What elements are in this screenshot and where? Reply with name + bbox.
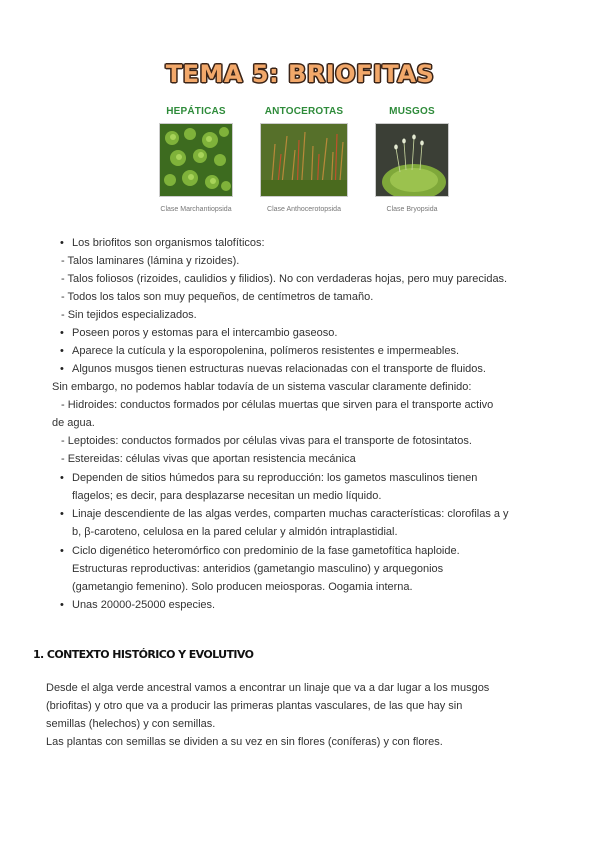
figure-label: ANTOCEROTAS [264, 106, 344, 117]
text-line: Estructuras reproductivas: anteridios (gametangio masculino) y arquegonios [72, 563, 444, 575]
moss-photo-icon [375, 123, 449, 197]
text-line: - Todos los talos son muy pequeños, de centímetros de tamaño. [61, 291, 374, 303]
bullet-line: • Unas 20000-25000 especies. [72, 596, 215, 614]
liverwort-photo-icon [159, 123, 233, 197]
paragraph-line: Las plantas con semillas se dividen a su vez en sin flores (coníferas) y con flores. [46, 736, 443, 748]
paragraph-line: semillas (helechos) y con semillas. [46, 718, 216, 730]
bullet-line: • Aparece la cutícula y la esporopolenina, polímeros resistentes e impermeables. [72, 342, 459, 360]
section-heading: 1. CONTEXTO HISTÓRICO Y EVOLUTIVO [33, 648, 254, 661]
text-line: flagelos; es decir, para desplazarse necesitan un medio líquido. [72, 490, 382, 502]
figure-musgos [362, 106, 462, 213]
bullet-line: • Dependen de sitios húmedos para su reproducción: los gametos masculinos tienen [72, 469, 477, 487]
text-line: (gametangio femenino). Solo producen meiosporas. Oogamia interna. [72, 581, 413, 593]
figure-hepaticas [146, 106, 246, 213]
text-line: - Estereidas: células vivas que aportan resistencia mecánica [61, 453, 356, 465]
text-line: de agua. [52, 417, 95, 429]
text-line: b, β-caroteno, celulosa en la pared celular y almidón intraplastidial. [72, 526, 398, 538]
bullet-line: • Ciclo digenético heteromórfico con predominio de la fase gametofítica haploide. [72, 542, 460, 560]
bullet-line: • Los briofitos son organismos talofíticos: [72, 234, 265, 252]
text-line: - Talos laminares (lámina y rizoides). [61, 255, 240, 267]
hornwort-photo-icon [260, 123, 348, 197]
paragraph-line: (briofitas) y otro que va a producir las primeras plantas vasculares, de las que hay sin [46, 700, 463, 712]
bullet-line: • Poseen poros y estomas para el intercambio gaseoso. [72, 324, 337, 342]
figure-label: HEPÁTICAS [166, 106, 226, 117]
text-line: - Hidroides: conductos formados por células muertas que sirven para el transporte activo [61, 399, 494, 411]
text-line: - Sin tejidos especializados. [61, 309, 197, 321]
bullet-line: • Linaje descendiente de las algas verdes, comparten muchas características: clorofilas a y [72, 505, 509, 523]
figure-label: MUSGOS [389, 106, 435, 117]
bullet-line: • Algunos musgos tienen estructuras nuevas relacionadas con el transporte de fluidos. [72, 360, 486, 378]
text-line: - Leptoides: conductos formados por células vivas para el transporte de fotosintatos. [61, 435, 472, 447]
paragraph-line: Desde el alga verde ancestral vamos a encontrar un linaje que va a dar lugar a los musgos [46, 682, 490, 694]
figure-antocerotas [254, 106, 354, 213]
page-title: TEMA 5: BRIOFITAS [165, 60, 435, 88]
figure-caption: Clase Bryopsida [386, 206, 438, 213]
text-line: - Talos foliosos (rizoides, caulidios y filidios). No con verdaderas hojas, pero muy parecidas. [61, 273, 508, 285]
figure-caption: Clase Anthocerotopsida [267, 206, 341, 213]
text-line: Sin embargo, no podemos hablar todavía de un sistema vascular claramente definido: [52, 381, 472, 393]
figure-caption: Clase Marchantiopsida [160, 206, 232, 213]
